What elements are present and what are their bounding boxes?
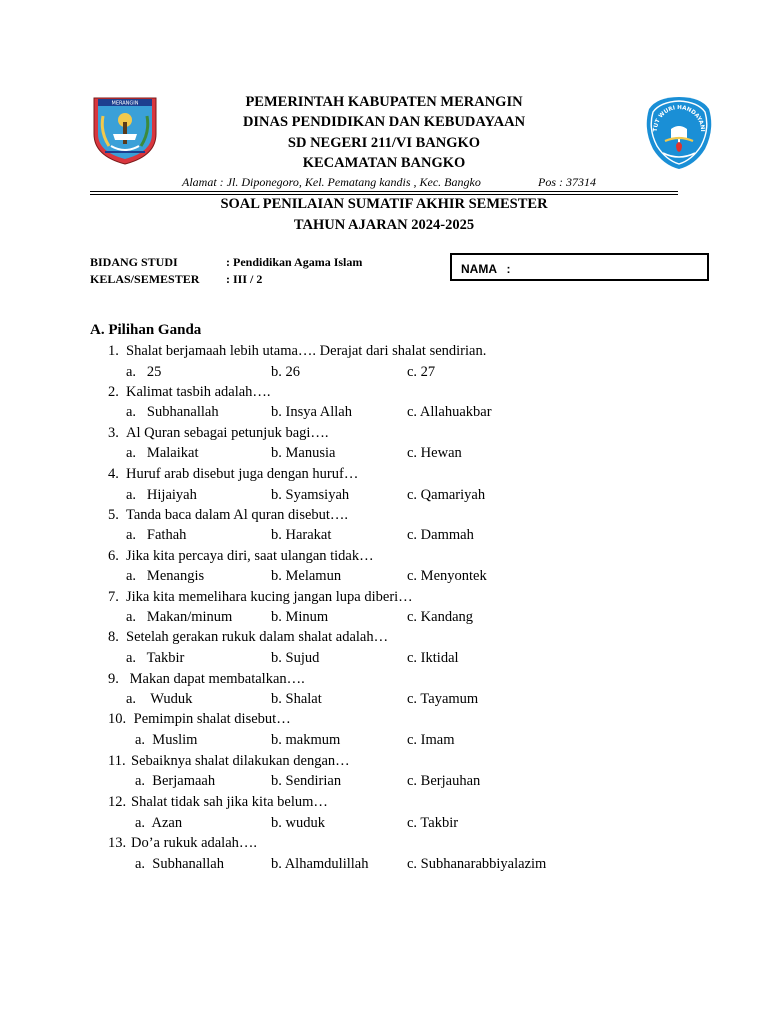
question-text: Do’a rukuk adalah…. <box>131 835 258 851</box>
header-divider-double <box>90 194 678 195</box>
school-name: SD NEGERI 211/VI BANGKO <box>287 135 481 151</box>
option-b: b. 26 <box>271 364 300 380</box>
option-a: a. Fathah <box>126 527 187 543</box>
option-b: b. Alhamdulillah <box>271 856 369 872</box>
option-a: a. Subhanallah <box>135 856 224 872</box>
option-c: c. 27 <box>407 364 436 380</box>
exam-title: SOAL PENILAIAN SUMATIF AKHIR SEMESTER <box>220 196 548 212</box>
option-b: b. Sendirian <box>271 773 342 789</box>
header-divider <box>90 191 678 192</box>
option-b: b. Syamsiyah <box>271 487 350 503</box>
option-b: b. Sujud <box>271 650 320 666</box>
right-logo-text: TUT WURI HANDAYANI <box>652 104 706 132</box>
question-text: Huruf arab disebut juga dengan huruf… <box>126 466 359 482</box>
question-number: 4. <box>108 466 119 482</box>
option-c: c. Menyontek <box>407 568 487 584</box>
option-b: b. Manusia <box>271 445 336 461</box>
district-name: KECAMATAN BANGKO <box>302 155 466 171</box>
question-number: 7. <box>108 589 119 605</box>
question-text: Setelah gerakan rukuk dalam shalat adalah… <box>126 629 389 645</box>
question-text: Al Quran sebagai petunjuk bagi…. <box>126 425 329 441</box>
question-number: 11. <box>108 753 126 769</box>
option-b: b. Melamun <box>271 568 342 584</box>
section-title: A. Pilihan Ganda <box>90 322 202 338</box>
option-c: c. Imam <box>407 732 455 748</box>
option-a: a. Makan/minum <box>126 609 233 625</box>
option-b: b. Insya Allah <box>271 404 352 420</box>
option-c: c. Subhanarabbiyalazim <box>407 856 547 872</box>
department-name: DINAS PENDIDIKAN DAN KEBUDAYAAN <box>242 114 526 130</box>
class-value: : III / 2 <box>226 272 263 286</box>
option-a: a. Malaikat <box>126 445 199 461</box>
question-number: 2. <box>108 384 119 400</box>
question-text: Pemimpin shalat disebut… <box>130 711 291 727</box>
name-label: NAMA : <box>461 262 511 276</box>
question-number: 3. <box>108 425 119 441</box>
option-a: a. Menangis <box>126 568 205 584</box>
option-c: c. Hewan <box>407 445 462 461</box>
question-text: Makan dapat membatalkan…. <box>126 671 305 687</box>
class-label: KELAS/SEMESTER <box>90 272 200 286</box>
option-c: c. Takbir <box>407 815 459 831</box>
question-number: 8. <box>108 629 119 645</box>
school-address: Alamat : Jl. Diponegoro, Kel. Pematang kandis , Kec. Bangko <box>182 175 481 189</box>
question-number: 10. <box>108 711 127 727</box>
question-number: 9. <box>108 671 119 687</box>
question-number: 5. <box>108 507 119 523</box>
option-a: a. Wuduk <box>126 691 193 707</box>
option-c: c. Dammah <box>407 527 474 543</box>
question-number: 12. <box>108 794 127 810</box>
option-a: a. Hijaiyah <box>126 487 197 503</box>
option-a: a. Azan <box>135 815 183 831</box>
question-text: Jika kita memelihara kucing jangan lupa diberi… <box>126 589 413 605</box>
option-c: c. Kandang <box>407 609 474 625</box>
option-a: a. Muslim <box>135 732 198 748</box>
option-b: b. makmum <box>271 732 341 748</box>
option-b: b. Harakat <box>271 527 332 543</box>
option-c: c. Allahuakbar <box>407 404 492 420</box>
question-text: Jika kita percaya diri, saat ulangan tidak… <box>126 548 374 564</box>
question-number: 13. <box>108 835 127 851</box>
question-text: Kalimat tasbih adalah…. <box>126 384 271 400</box>
question-text: Shalat tidak sah jika kita belum… <box>131 794 328 810</box>
option-c: c. Qamariyah <box>407 487 486 503</box>
name-field[interactable] <box>450 253 709 281</box>
option-c: c. Tayamum <box>407 691 479 707</box>
school-year: TAHUN AJARAN 2024-2025 <box>293 217 475 233</box>
option-c: c. Berjauhan <box>407 773 481 789</box>
question-number: 6. <box>108 548 119 564</box>
question-text: Shalat berjamaah lebih utama…. Derajat dari shalat sendirian. <box>126 343 487 359</box>
option-a: a. Subhanallah <box>126 404 219 420</box>
option-c: c. Iktidal <box>407 650 459 666</box>
option-b: b. Shalat <box>271 691 322 707</box>
option-b: b. Minum <box>271 609 329 625</box>
option-a: a. Berjamaah <box>135 773 216 789</box>
left-logo-text: MERANGIN <box>111 100 139 107</box>
option-b: b. wuduk <box>271 815 325 831</box>
subject-label: BIDANG STUDI <box>90 255 178 269</box>
option-a: a. 25 <box>126 364 162 380</box>
question-text: Tanda baca dalam Al quran disebut…. <box>126 507 349 523</box>
question-text: Sebaiknya shalat dilakukan dengan… <box>131 753 350 769</box>
question-number: 1. <box>108 343 119 359</box>
gov-name: PEMERINTAH KABUPATEN MERANGIN <box>245 94 523 110</box>
postal-code: Pos : 37314 <box>538 175 596 189</box>
subject-value: : Pendidikan Agama Islam <box>226 255 363 269</box>
option-a: a. Takbir <box>126 650 185 666</box>
